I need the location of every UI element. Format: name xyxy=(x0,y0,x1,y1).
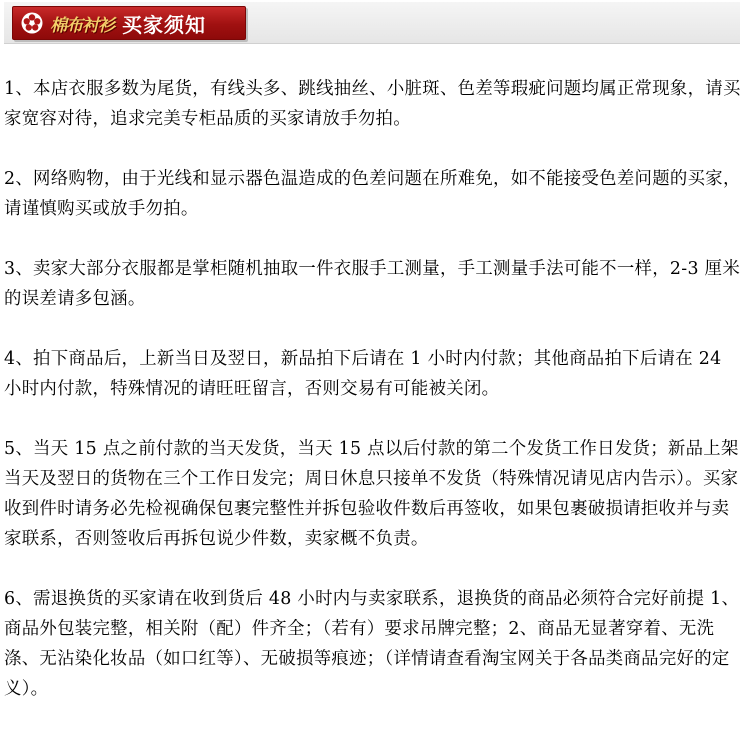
page-title: 买家须知 xyxy=(122,12,206,37)
notice-item-5: 5、当天 15 点之前付款的当天发货，当天 15 点以后付款的第二个发货工作日发货；新品上架当天及翌日的货物在三个工作日发完；周日休息只接单不发货（特殊情况请见店内告示）。买家收到件时请务必先检视确保包裹完整性并拆包验收件数后再签收，如果包裹破损请拒收并与卖家联系，否则签收后再拆包说少件数，卖家概不负责。 xyxy=(4,439,739,549)
notice-item-6: 6、需退换货的买家请在收到货后 48 小时内与卖家联系，退换货的商品必须符合完好前提 1、商品外包装完整，相关附（配）件齐全；（若有）要求吊牌完整；2、商品无显著穿着、无洗涤、无沾染化妆品（如口红等）、无破损等痕迹；（详情请查看淘宝网关于各品类商品完好的定义）。 xyxy=(4,589,740,699)
notice-item-3: 3、卖家大部分衣服都是掌柜随机抽取一件衣服手工测量，手工测量手法可能不一样，2-3 厘米的误差请多包涵。 xyxy=(4,259,741,309)
notice-header-tab xyxy=(12,6,246,40)
notice-item-2: 2、网络购物，由于光线和显示器色温造成的色差问题在所难免，如不能接受色差问题的买家，请谨慎购买或放手勿拍。 xyxy=(4,169,741,219)
shop-logo-text: 棉布衬衫 xyxy=(50,15,114,36)
notice-item-1: 1、本店衣服多数为尾货，有线头多、跳线抽丝、小脏斑、色差等瑕疵问题均属正常现象，请买家宽容对待，追求完美专柜品质的买家请放手勿拍。 xyxy=(4,79,741,129)
notice-header-bar xyxy=(4,2,740,44)
notice-list xyxy=(4,74,742,734)
flower-icon xyxy=(21,12,43,34)
notice-item-4: 4、拍下商品后，上新当日及翌日，新品拍下后请在 1 小时内付款；其他商品拍下后请在 24 小时内付款，特殊情况的请旺旺留言，否则交易有可能被关闭。 xyxy=(4,349,722,399)
